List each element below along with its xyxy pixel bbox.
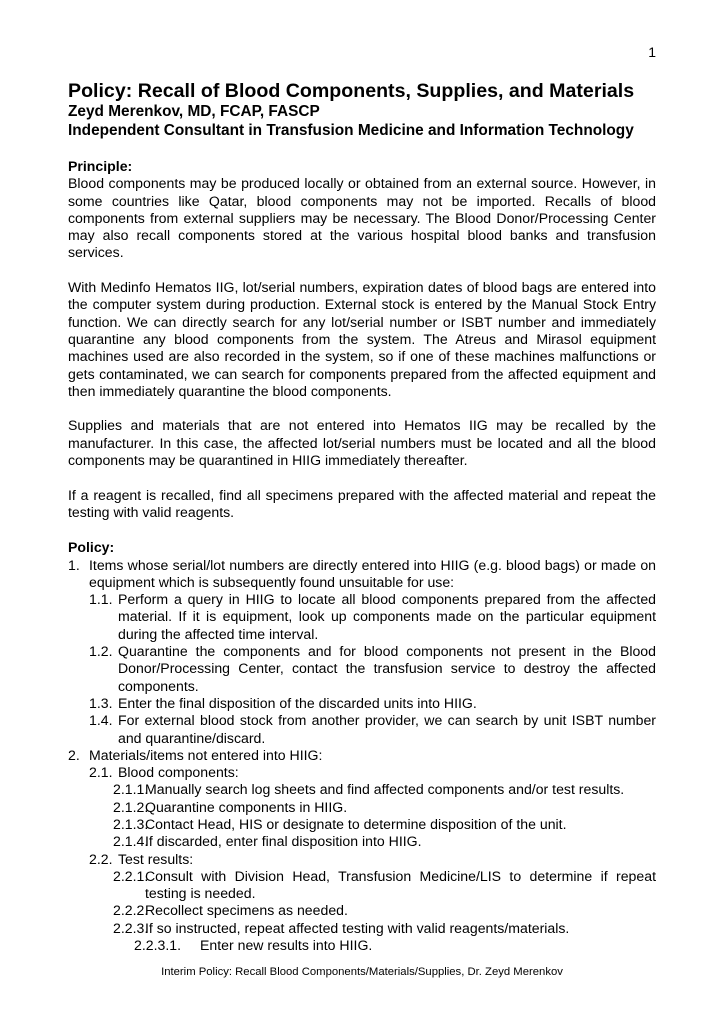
- list-item-number: 2.2.1.: [113, 867, 149, 884]
- policy-list-item: [68, 816, 656, 833]
- document-body: [68, 80, 656, 954]
- list-item-number: 1.: [68, 556, 80, 573]
- list-item-number: 2.: [68, 746, 80, 763]
- list-item-number: 2.2.3.1.: [134, 937, 182, 954]
- principle-paragraph: If a reagent is recalled, find all specimens prepared with the affected material and repeat the testing with valid reagents.: [68, 486, 656, 520]
- policy-list-item: [68, 764, 656, 781]
- author-affiliation: Independent Consultant in Transfusion Medicine and Information Technology: [68, 122, 634, 139]
- list-item-text: Test results:: [118, 850, 194, 867]
- list-item-text: For external blood stock from another provider, we can search by unit ISBT number and quarantine/discard.: [118, 712, 656, 746]
- policy-section: [68, 539, 656, 954]
- list-item-number: 2.1.: [89, 764, 113, 781]
- list-item-text: If discarded, enter final disposition into HIIG.: [145, 833, 422, 850]
- policy-list-item: [68, 643, 656, 695]
- list-item-number: 2.2.: [89, 850, 113, 867]
- list-item-text: Items whose serial/lot numbers are directly entered into HIIG (e.g. blood bags) or made on equipment which is subsequently found unsuitable for use:: [89, 556, 656, 590]
- policy-list-item: [68, 591, 656, 643]
- author-name: Zeyd Merenkov, MD, FCAP, FASCP: [68, 103, 320, 120]
- principle-section: [68, 158, 656, 521]
- policy-list-item: [68, 712, 656, 747]
- list-item-number: 2.1.2.: [113, 798, 149, 815]
- list-item-text: Contact Head, HIS or designate to determine disposition of the unit.: [145, 815, 567, 832]
- list-item-text: Manually search log sheets and find affected components and/or test results.: [145, 781, 625, 798]
- list-item-text: Perform a query in HIIG to locate all blood components prepared from the affected material. If it is equipment, look up components made on the particular equipment during the affected time interval.: [118, 591, 656, 642]
- list-item-number: 1.3.: [89, 694, 113, 711]
- policy-list-item: [68, 747, 656, 764]
- document-title: Policy: Recall of Blood Components, Supplies, and Materials: [68, 80, 635, 102]
- list-item-text: Enter the final disposition of the discarded units into HIIG.: [118, 694, 477, 711]
- policy-list-item: [68, 799, 656, 816]
- policy-list-item: [68, 868, 656, 903]
- principle-paragraph: Supplies and materials that are not entered into Hematos IIG may be recalled by the manufacturer. In this case, the affected lot/serial numbers must be located and all the blood components may be quarantined in HIIG immediately thereafter.: [68, 417, 656, 469]
- policy-list-item: [68, 557, 656, 592]
- list-item-number: 1.1.: [89, 591, 113, 608]
- list-item-number: 2.2.2.: [113, 902, 149, 919]
- policy-list: [68, 557, 656, 955]
- list-item-text: Recollect specimens as needed.: [145, 902, 348, 919]
- list-item-number: 1.4.: [89, 712, 113, 729]
- principle-paragraph: Blood components may be produced locally or obtained from an external source. However, in some countries like Qatar, blood components may not be imported. Recalls of blood components from external suppliers may be necessary. The Blood Donor/Processing Center may also recall components stored at the various hospital blood banks and transfusion services.: [68, 175, 656, 261]
- page-footer: Interim Policy: Recall Blood Components/Materials/Supplies, Dr. Zeyd Merenkov: [161, 966, 563, 978]
- principle-paragraph: With Medinfo Hematos IIG, lot/serial numbers, expiration dates of blood bags are entered into the computer system during production. External stock is entered by the Manual Stock Entry function. We can directly search for any lot/serial number or ISBT number and immediately quarantine any blood components from the system. The Atreus and Mirasol equipment machines used are also recorded in the system, so if one of these machines malfunctions or gets contaminated, we can search for components prepared from the affected equipment and then immediately quarantine the blood components.: [68, 279, 656, 399]
- list-item-text: Enter new results into HIIG.: [200, 937, 373, 954]
- policy-list-item: [68, 902, 656, 919]
- list-item-text: If so instructed, repeat affected testing with valid reagents/materials.: [145, 919, 570, 936]
- list-item-text: Blood components:: [118, 764, 239, 781]
- list-item-number: 2.1.4.: [113, 833, 149, 850]
- principle-heading: Principle:: [68, 158, 133, 174]
- policy-list-item: [68, 833, 656, 850]
- page-number: 1: [648, 44, 656, 60]
- list-item-number: 2.1.3.: [113, 815, 149, 832]
- policy-list-item: [68, 851, 656, 868]
- policy-list-item: [68, 695, 656, 712]
- list-item-number: 2.2.3.: [113, 919, 149, 936]
- policy-heading: Policy:: [68, 539, 115, 556]
- list-item-number: 1.2.: [89, 643, 113, 660]
- list-item-text: Materials/items not entered into HIIG:: [89, 746, 323, 763]
- policy-list-item: [68, 781, 656, 798]
- list-item-text: Consult with Division Head, Transfusion Medicine/LIS to determine if repeat testing is needed.: [145, 867, 656, 902]
- list-item-number: 2.1.1.: [113, 781, 149, 798]
- list-item-text: Quarantine components in HIIG.: [145, 798, 348, 815]
- policy-list-item: [68, 920, 656, 937]
- policy-list-item: [68, 937, 656, 954]
- list-item-text: Quarantine the components and for blood components not present in the Blood Donor/Processing Center, contact the transfusion service to destroy the affected components.: [118, 643, 656, 694]
